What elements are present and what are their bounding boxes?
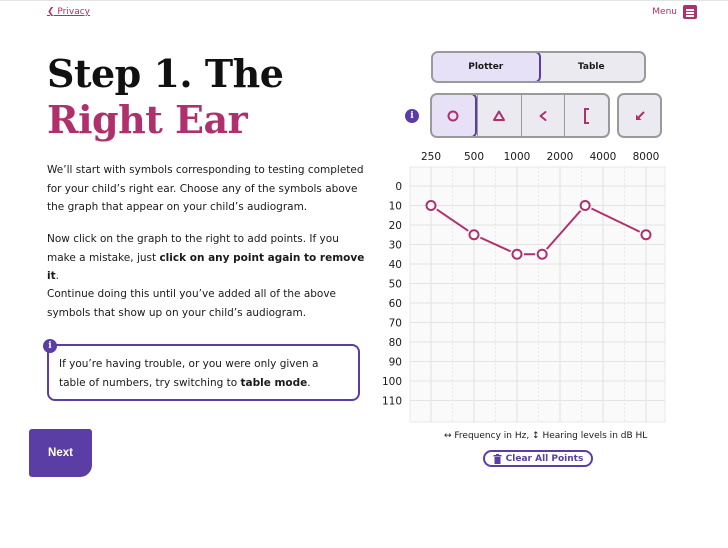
- y-tick-100: 100: [381, 376, 402, 388]
- symbol-less-than-button[interactable]: [521, 95, 565, 136]
- y-tick-0: 0: [395, 181, 402, 193]
- menu-label: Menu: [652, 7, 677, 17]
- circle-icon: [446, 109, 460, 123]
- y-tick-40: 40: [388, 259, 402, 271]
- clear-label: Clear All Points: [505, 453, 584, 464]
- mode-toggle: [431, 51, 646, 83]
- intro-paragraph: We’ll start with symbols corresponding to testing completed for your child’s right ear. Choose any of the symbols above the graph that appear on your child’s audiogram.: [47, 164, 364, 213]
- info-icon: i: [43, 339, 57, 353]
- y-tick-20: 20: [388, 220, 402, 232]
- y-tick-labels: [382, 181, 402, 408]
- hamburger-icon: [683, 5, 697, 19]
- symbol-triangle-button[interactable]: [477, 95, 521, 136]
- triangle-icon: [492, 109, 506, 123]
- privacy-back-link[interactable]: ❮ Privacy: [47, 7, 90, 17]
- data-point-2[interactable]: [513, 250, 522, 259]
- next-button[interactable]: Next: [29, 429, 92, 477]
- y-tick-10: 10: [388, 200, 402, 213]
- top-divider: [0, 0, 728, 1]
- less-than-icon: [536, 109, 550, 123]
- y-tick-70: 70: [388, 317, 402, 330]
- x-tick-8000: 8000: [632, 151, 660, 163]
- continue-paragraph: Continue doing this until you’ve added all of the above symbols that show up on your child’s audiogram.: [47, 288, 337, 319]
- audiogram-chart[interactable]: [378, 145, 678, 425]
- trash-icon: [493, 454, 502, 464]
- page-title: [47, 51, 283, 143]
- symbol-picker: [430, 93, 610, 138]
- data-point-1[interactable]: [470, 230, 479, 239]
- left-bracket-icon: [580, 107, 594, 125]
- y-tick-60: 60: [388, 298, 402, 310]
- symbol-arrow-button[interactable]: [617, 93, 662, 138]
- x-tick-2000: 2000: [546, 151, 574, 163]
- axis-caption: ↔ Frequency in Hz, ↕ Hearing levels in dB HL: [444, 431, 648, 441]
- x-tick-500: 500: [463, 151, 485, 163]
- symbol-circle-button[interactable]: [430, 93, 477, 138]
- data-point-4[interactable]: [581, 201, 590, 210]
- data-point-0[interactable]: [427, 201, 436, 210]
- x-tick-labels: [421, 151, 659, 163]
- table-mode-hint: table mode: [240, 377, 308, 389]
- help-text: If you’re having trouble, or you were only given a table of numbers, try switching to: [59, 358, 319, 389]
- table-mode-button[interactable]: Table: [577, 62, 605, 72]
- symbols-info-icon[interactable]: i: [405, 109, 419, 123]
- arrow-down-left-icon: [633, 109, 647, 123]
- instructions-paragraph: [47, 230, 367, 286]
- menu-button[interactable]: [652, 5, 697, 19]
- help-text-end: .: [307, 377, 311, 389]
- clear-all-button[interactable]: [483, 450, 593, 467]
- y-tick-80: 80: [388, 337, 402, 349]
- title-line-2: Right Ear: [47, 97, 248, 142]
- x-tick-250: 250: [420, 151, 442, 163]
- y-tick-50: 50: [388, 278, 402, 291]
- x-tick-4000: 4000: [589, 151, 617, 163]
- instructions-text: Now click on the graph to the right to add points. If you make a mistake, just: [47, 233, 339, 264]
- x-tick-1000: 1000: [503, 151, 531, 163]
- plotter-mode-button[interactable]: Plotter: [431, 51, 541, 83]
- y-tick-30: 30: [388, 239, 402, 252]
- title-line-1: Step 1. The: [47, 51, 284, 96]
- remove-hint: click on any point again to remove it: [47, 251, 365, 282]
- data-point-5[interactable]: [642, 230, 651, 239]
- y-tick-90: 90: [388, 356, 402, 369]
- instructions-end: .: [55, 270, 59, 282]
- y-tick-110: 110: [381, 395, 402, 408]
- data-point-3[interactable]: [538, 250, 547, 259]
- help-callout: [47, 341, 360, 401]
- symbol-bracket-button[interactable]: [564, 95, 608, 136]
